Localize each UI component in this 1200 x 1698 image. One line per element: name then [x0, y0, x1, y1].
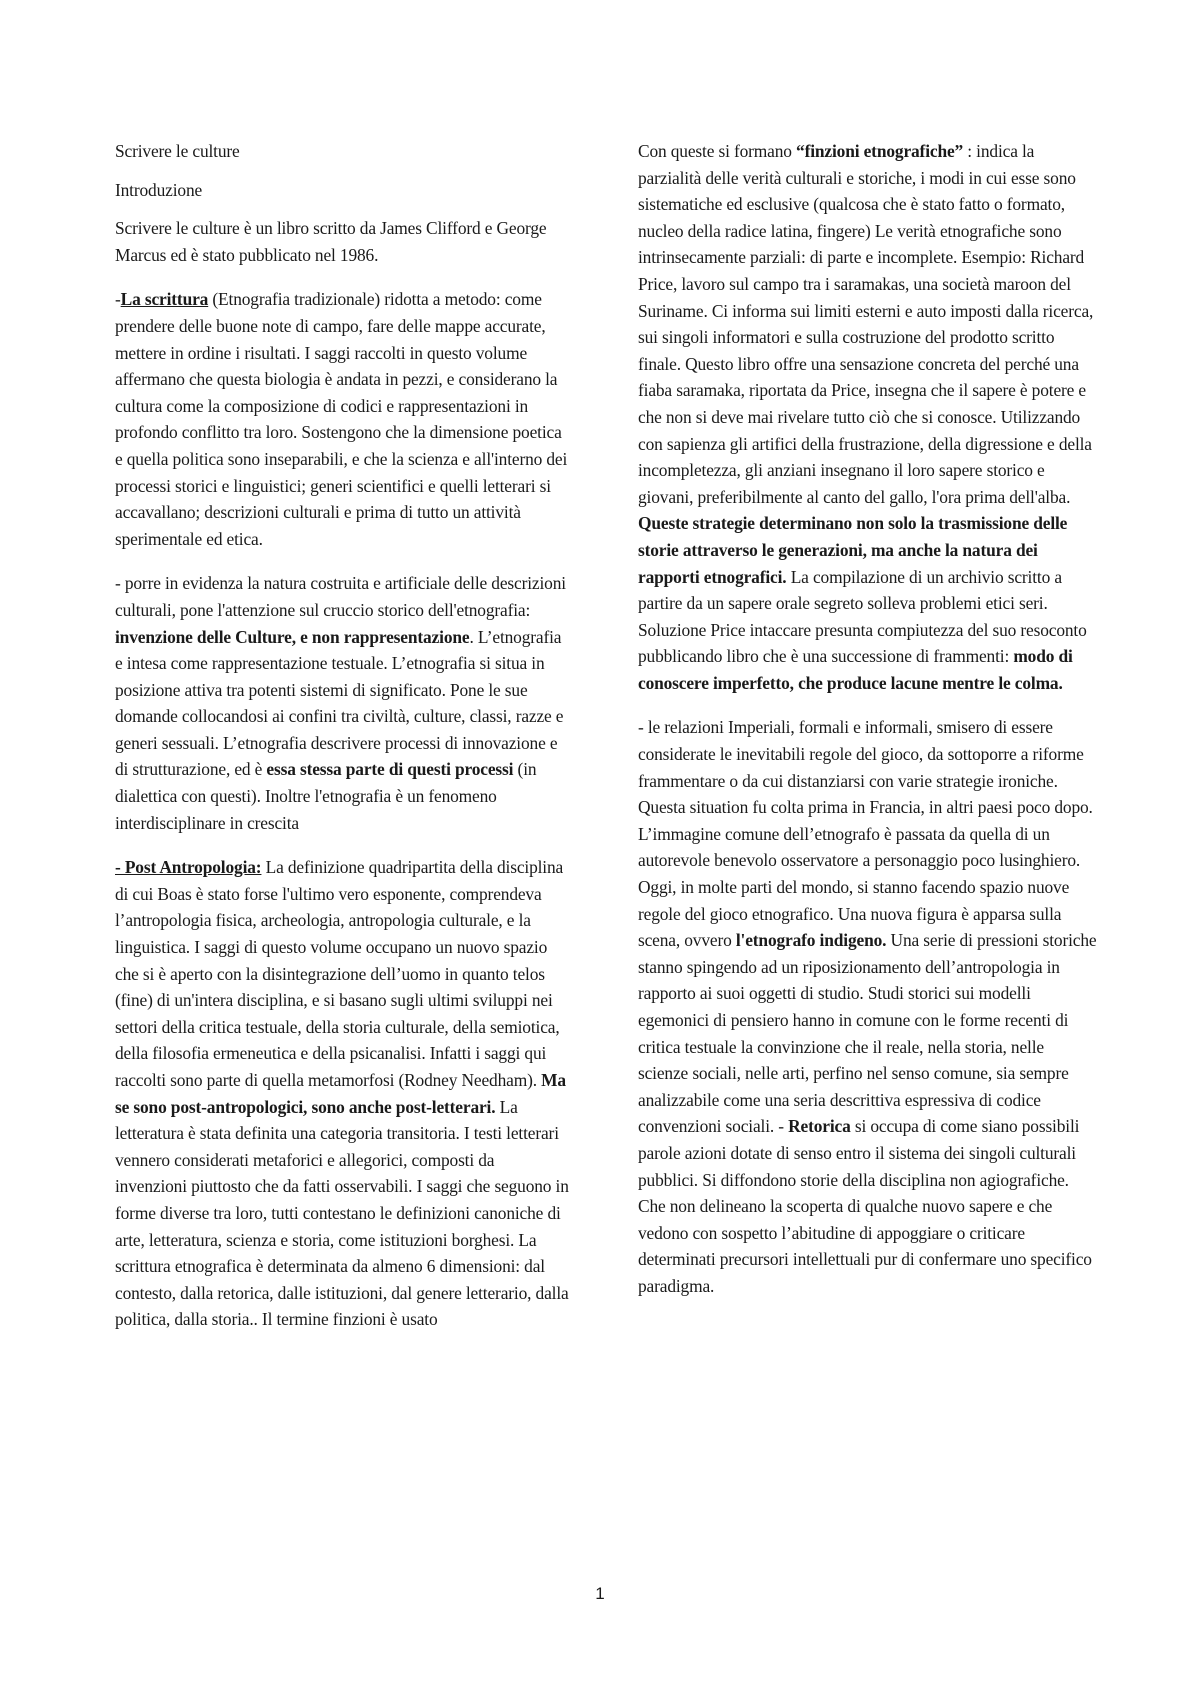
paragraph-finzioni-etnografiche: [638, 138, 1098, 696]
emphasis-processi: essa stessa parte di questi processi: [266, 759, 514, 780]
paragraph-text: La letteratura è stata definita una categoria transitoria. I testi letterari vennero considerati metaforici e allegorici, composti da invenzioni piuttosto che da fatti osservabili. I saggi che seguono in forme diverse tra loro, tutti contestano le definizioni canoniche di arte, letteratura, scienza e storia, come istituzioni borghesi. La scrittura etnografica è determinata da almeno 6 dimensioni: dal contesto, dalla retorica, dalle istituzioni, dal genere letterario, dalla politica, dalla storia.. Il termine finzioni è usato: [115, 1096, 569, 1330]
paragraph-la-scrittura: [115, 286, 570, 552]
heading-la-scrittura: La scrittura: [120, 289, 209, 310]
paragraph-text: . L’etnografia e intesa come rappresentazione testuale. L’etnografia si situa in posizione attiva tra potenti sistemi di significato. Pone le sue domande collocandosi ai confini tra civiltà, culture, classi, razze e generi sessuali. L’etnografia descrivere processi di innovazione e di strutturazione, ed è: [115, 626, 564, 780]
emphasis-modo-di-conoscere: modo di conoscere imperfetto, che produce lacune mentre le colma.: [638, 646, 1073, 693]
dash-prefix: -: [115, 289, 121, 310]
emphasis-strategie: Queste strategie determinano non solo la trasmissione delle storie attraverso le generazioni, ma anche la natura dei rapporti etnografici.: [638, 513, 1068, 587]
emphasis-invenzione: invenzione delle Culture, e non rappresentazione: [115, 626, 470, 647]
paragraph-text: : indica la parzialità delle verità culturali e storiche, i modi in cui esse sono sistematiche ed esclusive (qualcosa che è stato fatto o formato, nucleo della radice latina, fingere) Le verità etnografiche sono intrinsecamente parziali: di parte e incomplete. Esempio: Richard Price, lavoro sul campo tra i saramakas, una società maroon del Suriname. Ci informa sui limiti esterni e auto imposti dalla ricerca, sui singoli informatori e sulla costruzione del prodotto scritto finale. Questo libro offre una sensazione concreta del perché una fiaba saramaka, riportata da Price, insegna che il sapere è potere e che non si deve mai rivelare tutto ciò che si conosce. Utilizzando con sapienza gli artifici della frustrazione, della digressione e della incompletezza, gli anziani insegnano il loro sapere storico e giovani, preferibilmente al canto del gallo, l'ora prima dell'alba.: [638, 141, 1094, 507]
paragraph-text: Con queste si formano: [638, 141, 797, 161]
paragraph-descrizioni-culturali: [115, 570, 570, 836]
paragraph-text: - le relazioni Imperiali, formali e informali, smisero di essere considerate le inevitabili regole del gioco, da sottoporre a riforme frammentare o da cui distanziarsi con varie strategie ironiche. Questa situation fu colta prima in Francia, in altri paesi poco dopo. L’immagine comune dell’etnografo è passata da quella di un autorevole benevolo osservatore a personaggio poco lusinghiero. Oggi, in molte parti del mondo, si stanno facendo spazio nuove regole del gioco etnografico. Una nuova figura è apparsa sulla scena, ovvero: [638, 717, 1093, 951]
paragraph-text: La compilazione di un archivio scritto a partire da un sapere orale segreto solleva problemi etici seri. Soluzione Price intaccare presunta compiutezza del suo resoconto pubblicando libro che è una successione di frammenti:: [638, 566, 1087, 667]
emphasis-finzioni: “finzioni etnografiche”: [796, 141, 964, 161]
intro-paragraph: Scrivere le culture è un libro scritto da James Clifford e George Marcus ed è stato pubblicato nel 1986.: [115, 218, 547, 265]
heading-post-antropologia: - Post Antropologia:: [115, 857, 262, 878]
right-column: [638, 138, 1098, 1300]
paragraph-text: si occupa di come siano possibili parole azioni dotate di senso entro il sistema dei singoli culturali pubblici. Si diffondono storie della disciplina non agiografiche. Che non delineano la scoperta di qualche nuovo sapere e che vedono con sospetto l’abitudine di appoggiare o criticare determinati precursori intellettuali pur di confermare uno specifico paradigma.: [638, 1116, 1092, 1296]
section-heading-introduzione: Introduzione: [115, 179, 203, 200]
paragraph-text: La definizione quadripartita della disciplina di cui Boas è stato forse l'ultimo vero esponente, comprendeva l’antropologia fisica, archeologia, antropologia culturale, e la linguistica. I saggi di questo volume occupano un nuovo spazio che si è aperto con la disintegrazione dell’uomo in quanto telos (fine) di un'intera disciplina, e si basano sugli ultimi sviluppi nei settori della critica testuale, della storia culturale, della semiotica, della filosofia ermeneutica e della psicanalisi. Infatti i saggi qui raccolti sono parte di quella metamorfosi (Rodney Needham).: [115, 857, 564, 1090]
emphasis-retorica: Retorica: [788, 1116, 851, 1137]
paragraph-text: - porre in evidenza la natura costruita e artificiale delle descrizioni culturali, pone l'attenzione sul cruccio storico dell'etnografia:: [115, 573, 566, 620]
page-number: 1: [595, 1584, 605, 1603]
emphasis-post-letterari: Ma se sono post-antropologici, sono anche post-letterari.: [115, 1070, 566, 1117]
left-column: [115, 138, 570, 1333]
paragraph-text: (Etnografia tradizionale) ridotta a metodo: come prendere delle buone note di campo, fare delle mappe accurate, mettere in ordine i risultati. I saggi raccolti in questo volume affermano che questa biologia è andata in pezzi, e considerano la cultura come la composizione di codici e rappresentazioni in profondo conflitto tra loro. Sostengono che la dimensione poetica e quella politica sono inseparabili, e che la scienza e all'interno dei processi storici e linguistici; generi scientifici e quelli letterari si accavallano; descrizioni culturali e prima di tutto un attività sperimentale ed etica.: [115, 289, 568, 549]
paragraph-text: Una serie di pressioni storiche stanno spingendo ad un riposizionamento dell’antropologia in rapporto ai suoi oggetti di studio. Studi storici sui modelli egemonici di pensiero hanno in comune con le forme recenti di critica testuale la convinzione che il reale, nella storia, nelle scienze sociali, nelle arti, perfino nel senso comune, sia sempre analizzabile come una seria descrittiva espressiva di codice convenzioni sociali. -: [638, 930, 1097, 1137]
document-title: Scrivere le culture: [115, 141, 240, 161]
paragraph-relazioni-imperiali: [638, 714, 1098, 1299]
paragraph-text: (in dialettica con questi). Inoltre l'etnografia è un fenomeno interdisciplinare in crescita: [115, 759, 537, 833]
emphasis-etnografo-indigeno: l'etnografo indigeno.: [735, 930, 887, 951]
paragraph-post-antropologia: [115, 854, 570, 1333]
